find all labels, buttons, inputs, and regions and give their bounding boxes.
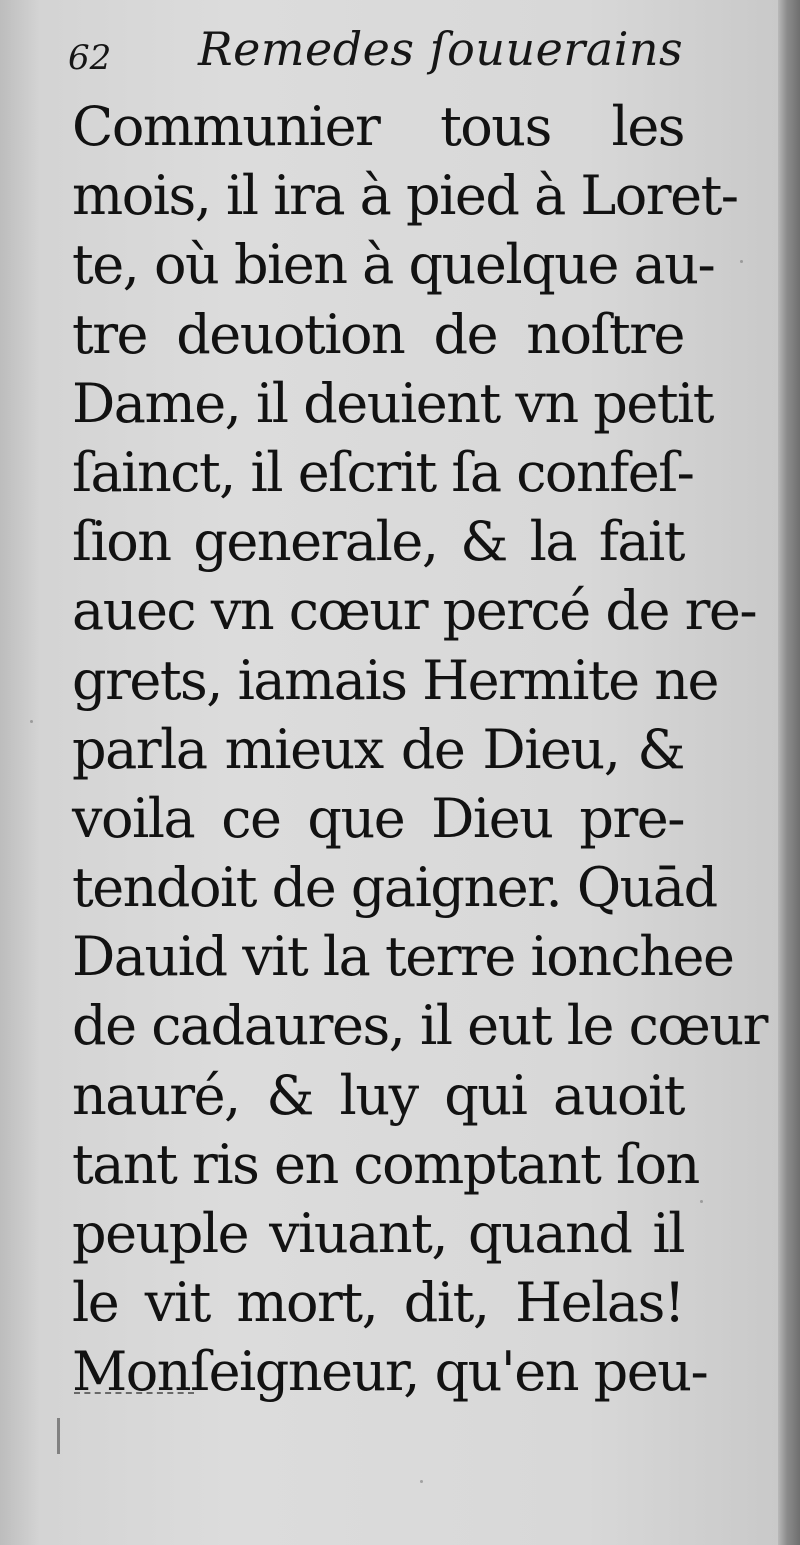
- paper-speck: [420, 1480, 423, 1483]
- text-line: le vit mort, dit, Helas!: [72, 1271, 684, 1335]
- gutter-shadow: [0, 0, 40, 1545]
- text-line: grets, iamais Hermite ne: [72, 648, 718, 712]
- text-line: parla mieux de Dieu, &: [72, 717, 684, 781]
- paper-speck: [740, 260, 743, 263]
- paper-speck: [30, 720, 33, 723]
- text-line: Dame, il deuient vn petit: [72, 371, 714, 435]
- text-line: Dauid vit la terre ionchee: [72, 925, 734, 989]
- text-line: ſion generale, & la fait: [72, 510, 684, 574]
- text-line: ſainct, il eſcrit ſa confeſ-: [72, 440, 694, 504]
- text-line: nauré, & luy qui auoit: [72, 1063, 684, 1127]
- body-text: [72, 92, 767, 1407]
- catchword-rule: [74, 1392, 194, 1394]
- text-line: mois, il ira à pied à Loret-: [72, 164, 738, 228]
- text-line: de cadaures, il eut le cœur: [72, 994, 767, 1058]
- text-line: auec vn cœur percé de re-: [72, 579, 757, 643]
- book-edge: [778, 0, 800, 1545]
- paper-speck: [700, 1200, 703, 1203]
- text-line: Communier tous les: [72, 95, 684, 158]
- text-line: voila ce que Dieu pre-: [72, 786, 684, 850]
- text-line: peuple viuant, quand il: [72, 1202, 684, 1265]
- margin-mark: [57, 1418, 60, 1454]
- text-line: Monſeigneur, qu'en peu-: [72, 1340, 708, 1404]
- text-line: tre deuotion de noſtre: [72, 302, 684, 366]
- page-header: [68, 16, 688, 86]
- text-line: te, où bien à quelque au-: [72, 233, 715, 297]
- text-line: tendoit de gaigner. Quād: [72, 856, 717, 920]
- page-number: 62: [68, 38, 112, 78]
- text-line: tant ris en comptant ſon: [72, 1132, 699, 1196]
- running-title: Remedes ſouuerains: [198, 22, 684, 76]
